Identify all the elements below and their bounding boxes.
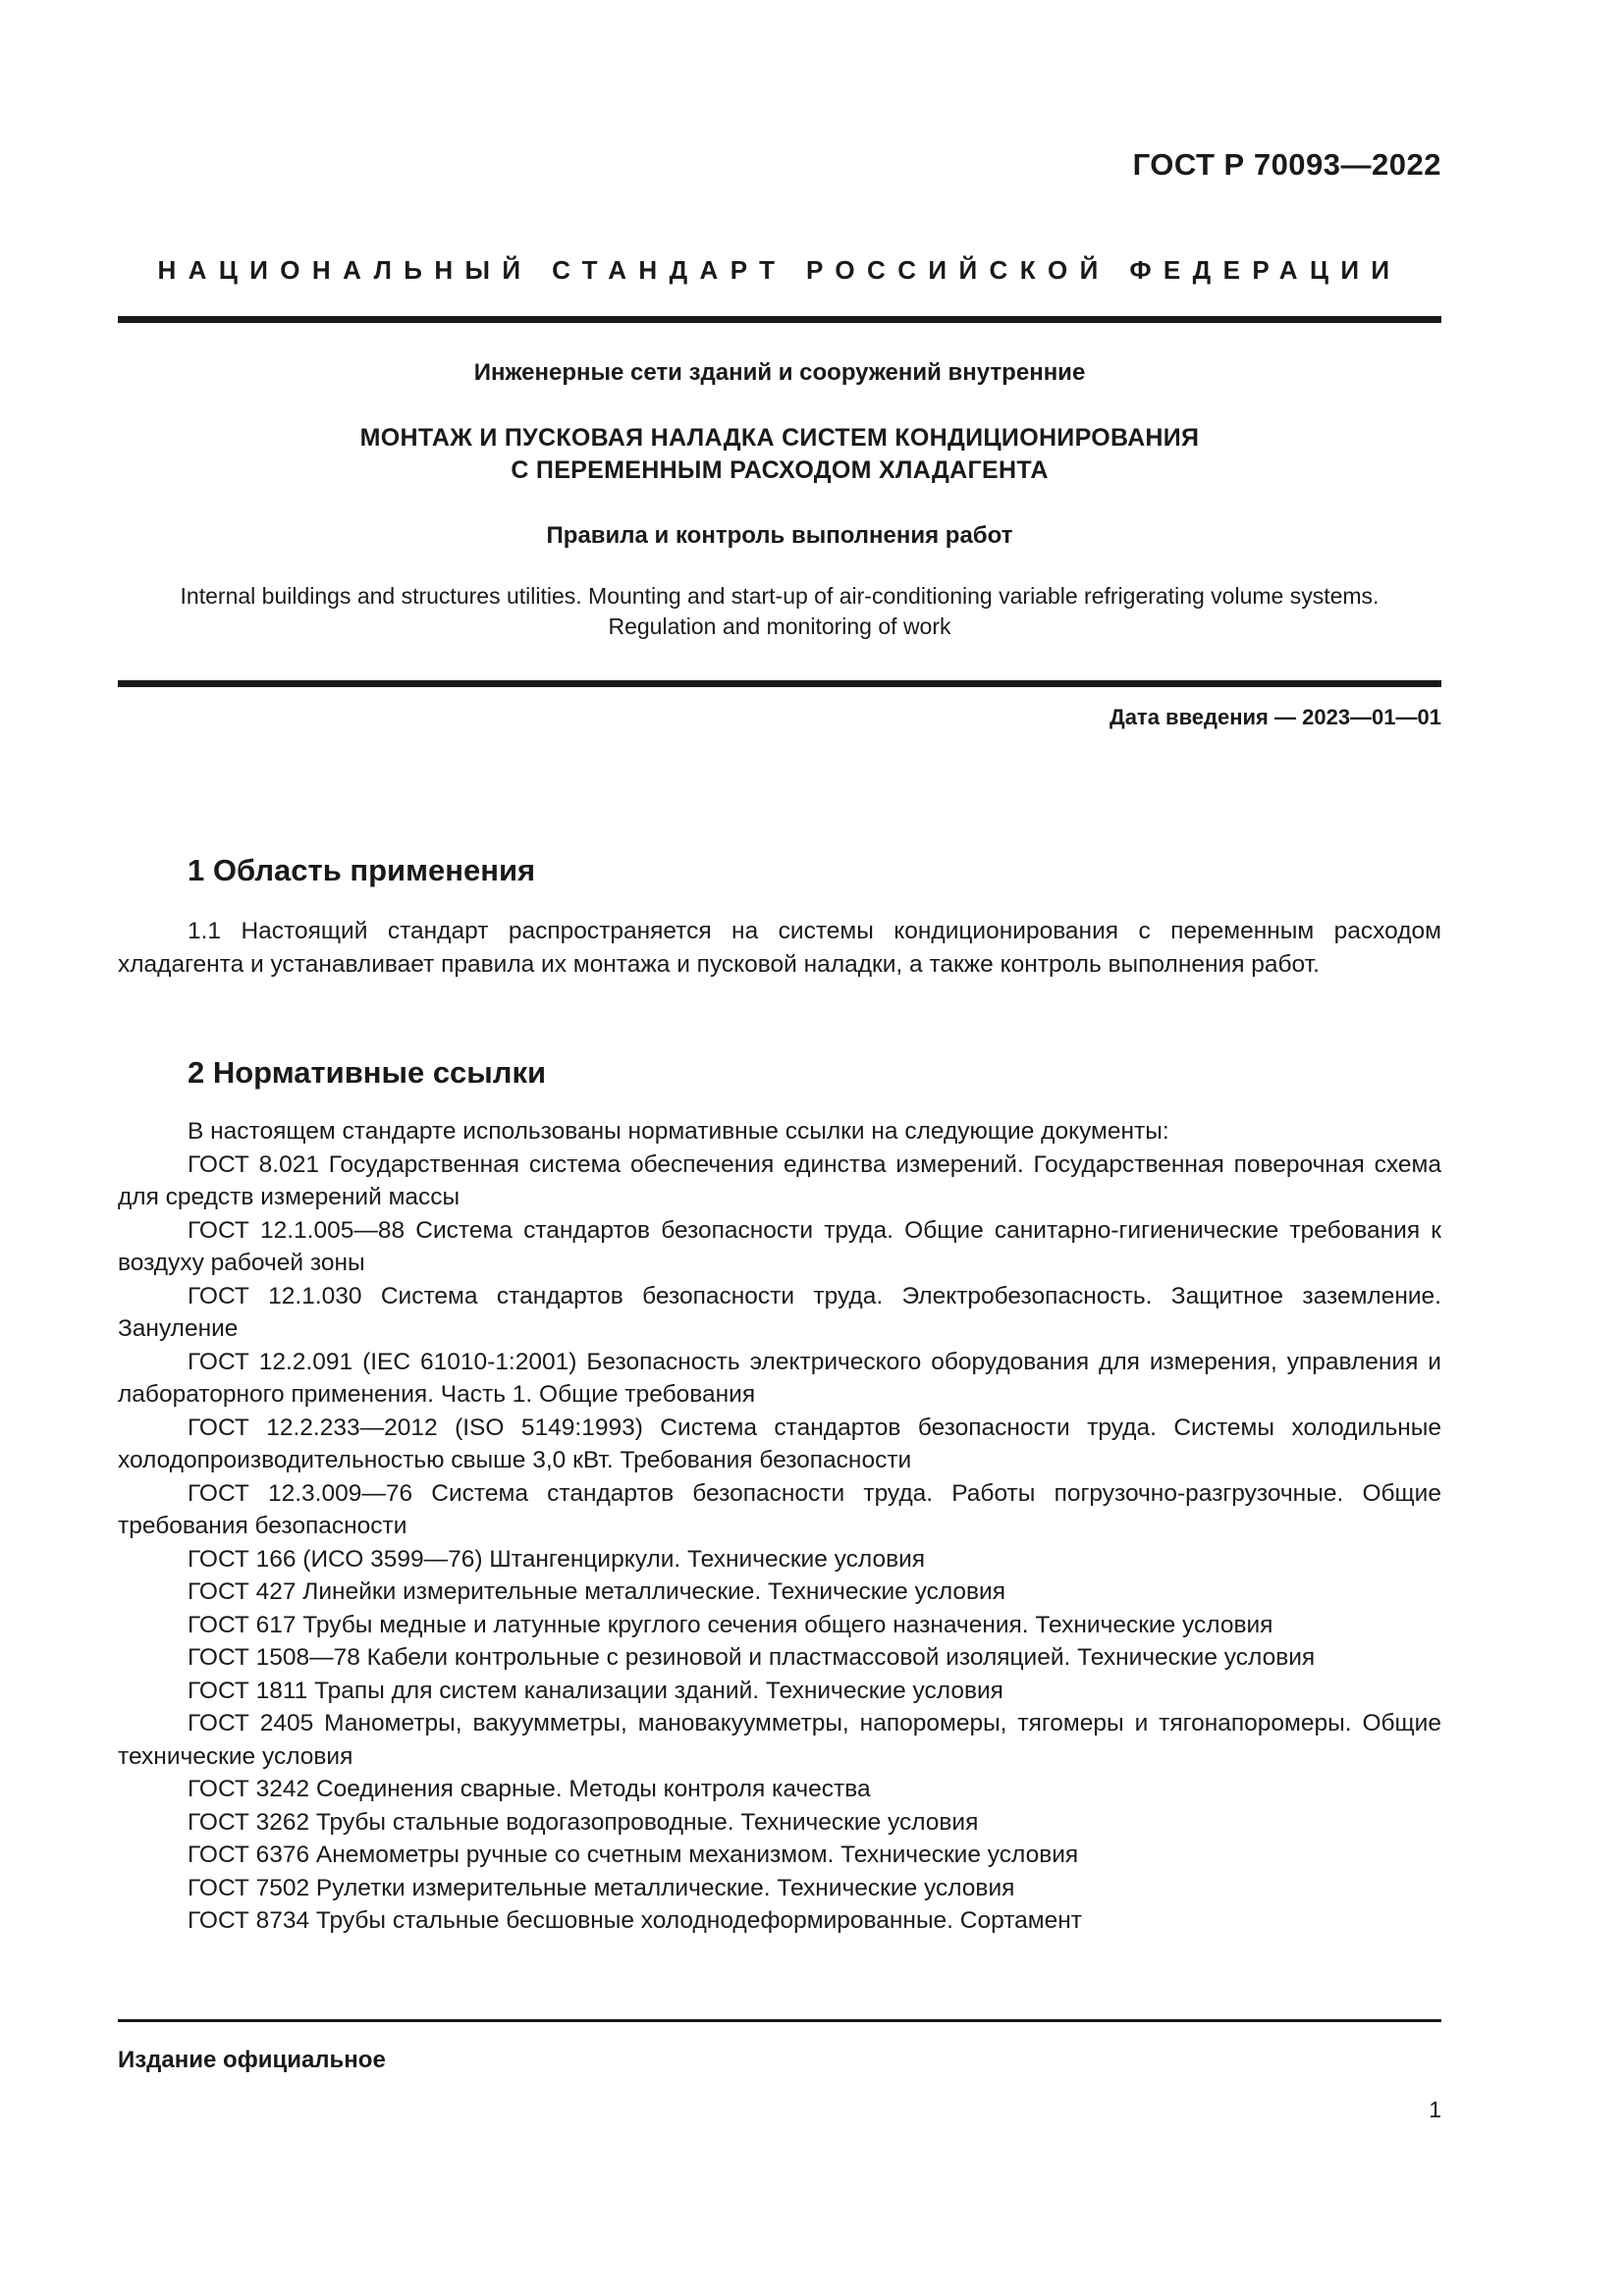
footer-divider: [118, 2019, 1441, 2022]
references-list: [118, 1115, 1441, 1938]
reference-item: ГОСТ 12.3.009—76 Система стандартов безопасности труда. Работы погрузочно-разгрузочные. Общие требования безопасности: [118, 1479, 1441, 1539]
section-1-heading: 1 Область применения: [188, 853, 536, 887]
reference-item: ГОСТ 166 (ИСО 3599—76) Штангенциркули. Технические условия: [188, 1545, 926, 1573]
reference-item: ГОСТ 6376 Анемометры ручные со счетным механизмом. Технические условия: [188, 1842, 1079, 1868]
references-intro: В настоящем стандарте использованы нормативные ссылки на следующие документы:: [188, 1118, 1169, 1145]
reference-item: ГОСТ 1811 Трапы для систем канализации зданий. Технические условия: [188, 1677, 1003, 1704]
reference-item: ГОСТ 3242 Соединения сварные. Методы контроля качества: [188, 1776, 871, 1802]
reference-item: ГОСТ 2405 Манометры, вакуумметры, мановакуумметры, напоромеры, тягомеры и тягонапоромеры. Общие технические условия: [118, 1710, 1441, 1770]
introduction-date: Дата введения — 2023—01—01: [1110, 705, 1441, 729]
section-2-heading: 2 Нормативные ссылки: [188, 1055, 547, 1090]
top-divider: [118, 316, 1441, 323]
english-title: [118, 581, 1441, 642]
title-line-2: С ПЕРЕМЕННЫМ РАСХОДОМ ХЛАДАГЕНТА: [511, 456, 1049, 484]
english-title-line-1: Internal buildings and structures utilities. Mounting and start-up of air-conditioning variable refrigerating volume systems.: [180, 583, 1380, 609]
national-standard-heading: НАЦИОНАЛЬНЫЙ СТАНДАРТ РОССИЙСКОЙ ФЕДЕРАЦИИ: [157, 255, 1402, 285]
official-edition-label: Издание официальное: [118, 2047, 386, 2073]
english-title-line-2: Regulation and monitoring of work: [608, 614, 951, 639]
reference-item: ГОСТ 427 Линейки измерительные металлические. Технические условия: [188, 1578, 1005, 1605]
page-number: 1: [1429, 2097, 1441, 2122]
reference-item: ГОСТ 12.1.030 Система стандартов безопасности труда. Электробезопасность. Защитное заземление. Зануление: [118, 1282, 1441, 1342]
reference-item: ГОСТ 1508—78 Кабели контрольные с резиновой и пластмассовой изоляцией. Технические условия: [188, 1644, 1316, 1671]
document-subtitle: Инженерные сети зданий и сооружений внутренние: [473, 359, 1086, 386]
reference-item: ГОСТ 12.2.091 (IEC 61010-1:2001) Безопасность электрического оборудования для измерения, управления и лабораторного применения. Часть 1. Общие требования: [118, 1348, 1441, 1408]
reference-item: ГОСТ 12.1.005—88 Система стандартов безопасности труда. Общие санитарно-гигиенические требования к воздуху рабочей зоны: [118, 1216, 1441, 1276]
reference-item: ГОСТ 617 Трубы медные и латунные круглого сечения общего назначения. Технические условия: [188, 1611, 1273, 1638]
title-divider: [118, 680, 1441, 687]
reference-item: ГОСТ 8.021 Государственная система обеспечения единства измерений. Государственная поверочная схема для средств измерений массы: [118, 1150, 1441, 1210]
paragraph-1-1: 1.1 Настоящий стандарт распространяется на системы кондиционирования с переменным расходом хладагента и устанавливает правила их монтажа и пусковой наладки, а также контроль выполнения работ.: [118, 918, 1441, 978]
document-title: [118, 422, 1441, 487]
title-line-1: МОНТАЖ И ПУСКОВАЯ НАЛАДКА СИСТЕМ КОНДИЦИОНИРОВАНИЯ: [359, 424, 1200, 452]
section-1-body: [118, 915, 1441, 981]
reference-item: ГОСТ 7502 Рулетки измерительные металлические. Технические условия: [188, 1874, 1015, 1901]
reference-item: ГОСТ 3262 Трубы стальные водогазопроводные. Технические условия: [188, 1808, 979, 1836]
gost-code: ГОСТ Р 70093—2022: [1132, 147, 1441, 182]
document-subtitle-2: Правила и контроль выполнения работ: [546, 522, 1013, 549]
reference-item: ГОСТ 8734 Трубы стальные бесшовные холоднодеформированные. Сортамент: [188, 1907, 1082, 1934]
reference-item: ГОСТ 12.2.233—2012 (ISO 5149:1993) Система стандартов безопасности труда. Системы холодильные холодопроизводительностью свыше 3,0 кВт. Требования безопасности: [118, 1414, 1441, 1473]
